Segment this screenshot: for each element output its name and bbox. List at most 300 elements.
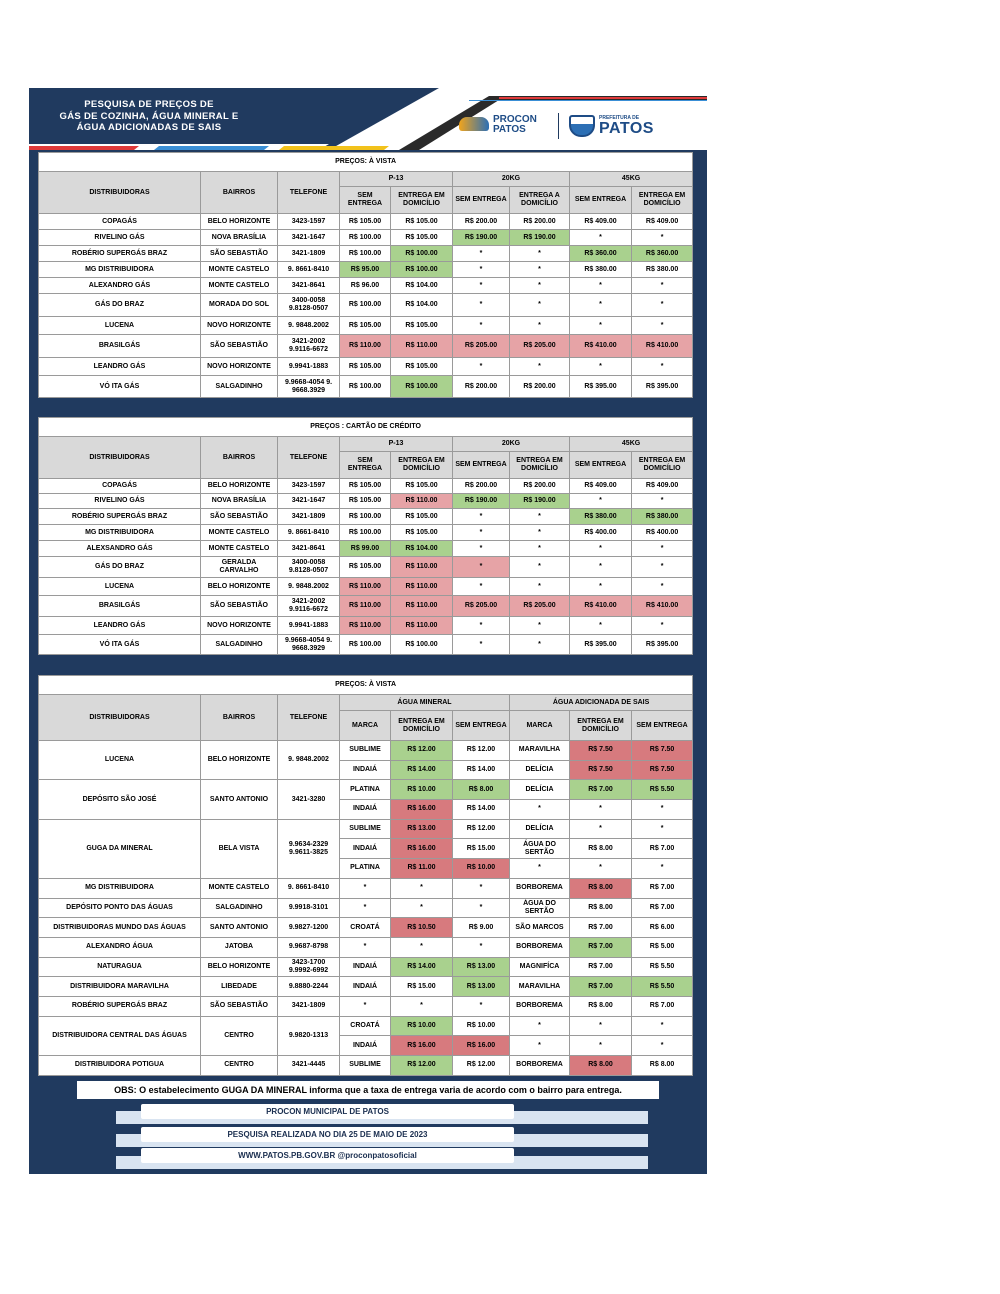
price-cell: * [632,317,693,335]
price-cell: R$ 200.00 [510,376,570,398]
distributor-name: MG DISTRIBUIDORA [39,878,201,898]
price-cell: R$ 7.50 [570,760,632,780]
price-cell: R$ 9.00 [453,918,510,938]
price-cell: R$ 7.00 [570,957,632,977]
sub-header: ENTREGA EM DOMICÍLIO [632,187,693,214]
neighborhood: GERALDA CARVALHO [201,557,278,578]
price-cell: R$ 5.50 [632,780,693,800]
phone: 3421-8641 [278,278,340,294]
price-cell: R$ 200.00 [510,214,570,230]
sub-header: ENTREGA A DOMICÍLIO [510,187,570,214]
neighborhood: MONTE CASTELO [201,278,278,294]
sub-header: SEM ENTREGA [570,187,632,214]
price-cell: * [632,358,693,376]
price-cell: R$ 96.00 [340,278,391,294]
phone: 9.8880-2244 [278,977,340,997]
distributor-name: LUCENA [39,741,201,780]
table-row [39,494,693,509]
table-row [39,376,693,398]
price-cell: * [453,278,510,294]
price-cell: * [570,541,632,557]
price-cell: R$ 100.00 [391,635,453,655]
table-title: PREÇOS: À VISTA [39,153,693,172]
neighborhood: BELO HORIZONTE [201,578,278,596]
price-cell: R$ 8.00 [570,878,632,898]
sub-header: SEM ENTREGA [340,452,391,479]
sub-header: SEM ENTREGA [340,187,391,214]
price-cell: R$ 14.00 [453,760,510,780]
price-cell: R$ 105.00 [391,509,453,525]
price-cell: * [453,996,510,1016]
brand-cell: MARAVILHA [510,977,570,997]
col-header-distribuidoras: DISTRIBUIDORAS [39,437,201,479]
distributor-name: ALEXANDRO GÁS [39,278,201,294]
neighborhood: NOVA BRASÍLIA [201,494,278,509]
price-cell: R$ 380.00 [632,509,693,525]
price-cell: R$ 395.00 [570,635,632,655]
phone: 3400-0058 9.8128-0507 [278,294,340,317]
price-cell: R$ 100.00 [340,230,391,246]
phone: 9.9941-1883 [278,617,340,635]
price-cell: * [453,262,510,278]
price-cell: R$ 200.00 [453,214,510,230]
table-row [39,918,693,938]
price-board [29,88,707,1174]
table-title: PREÇOS: À VISTA [39,676,693,695]
table-row [39,317,693,335]
price-cell: R$ 395.00 [632,635,693,655]
price-cell: R$ 105.00 [340,358,391,376]
price-cell: * [632,1036,693,1056]
price-cell: R$ 15.00 [391,977,453,997]
price-cell: * [453,294,510,317]
distributor-name: ROBÉRIO SUPERGÁS BRAZ [39,996,201,1016]
brand-cell: PLATINA [340,859,391,879]
price-cell: R$ 105.00 [391,358,453,376]
table-row [39,898,693,918]
neighborhood: MONTE CASTELO [201,525,278,541]
price-cell: R$ 100.00 [340,525,391,541]
price-cell: R$ 7.00 [632,898,693,918]
neighborhood: SÃO SEBASTIÃO [201,246,278,262]
col-header-bairros: BAIRROS [201,172,278,214]
price-cell: R$ 5.50 [632,977,693,997]
price-cell: R$ 100.00 [391,262,453,278]
table-row [39,596,693,617]
phone: 3423-1700 9.9992-6992 [278,957,340,977]
price-cell: * [453,246,510,262]
price-cell: R$ 410.00 [570,596,632,617]
price-cell: R$ 205.00 [453,335,510,358]
group-header: 20KG [453,437,570,452]
neighborhood: SALGADINHO [201,635,278,655]
brand-cell: DELÍCIA [510,780,570,800]
price-cell: R$ 7.00 [570,937,632,957]
price-cell: R$ 105.00 [340,214,391,230]
brand-cell: * [510,1036,570,1056]
price-cell: * [453,635,510,655]
price-cell: R$ 8.00 [570,898,632,918]
handshake-icon [459,117,489,131]
price-cell: R$ 100.00 [391,246,453,262]
price-cell: R$ 7.00 [632,878,693,898]
neighborhood: MONTE CASTELO [201,878,278,898]
title-line: ÁGUA ADICIONADAS DE SAIS [76,122,222,133]
price-cell: R$ 7.50 [632,760,693,780]
price-cell: * [632,230,693,246]
distributor-name: DISTRIBUIDORA MARAVILHA [39,977,201,997]
phone: 3421-8641 [278,541,340,557]
sub-header: MARCA [340,711,391,741]
price-cell: R$ 6.00 [632,918,693,938]
price-cell: R$ 360.00 [570,246,632,262]
neighborhood: SÃO SEBASTIÃO [201,596,278,617]
neighborhood: NOVO HORIZONTE [201,358,278,376]
price-cell: R$ 110.00 [391,494,453,509]
price-cell: R$ 190.00 [453,230,510,246]
brand-cell: INDAIÁ [340,760,391,780]
phone: 9.9941-1883 [278,358,340,376]
price-cell: R$ 10.00 [453,1016,510,1036]
group-header: P-13 [340,172,453,187]
price-cell: R$ 8.00 [570,996,632,1016]
price-cell: R$ 105.00 [391,525,453,541]
neighborhood: BELO HORIZONTE [201,741,278,780]
price-cell: R$ 409.00 [570,479,632,494]
table-row [39,819,693,839]
table-row [39,617,693,635]
price-cell: R$ 8.00 [570,1056,632,1076]
price-cell: * [632,278,693,294]
neighborhood: MONTE CASTELO [201,262,278,278]
brand-cell: SUBLIME [340,819,391,839]
price-cell: R$ 5.00 [632,937,693,957]
price-cell: * [570,859,632,879]
prefeitura-label: PREFEITURA DE [599,115,640,121]
price-cell: R$ 395.00 [570,376,632,398]
brand-cell: BORBOREMA [510,996,570,1016]
brand-cell: * [510,859,570,879]
neighborhood: NOVO HORIZONTE [201,317,278,335]
neighborhood: MONTE CASTELO [201,541,278,557]
group-header: 20KG [453,172,570,187]
table-row [39,335,693,358]
distributor-name: BRASILGÁS [39,596,201,617]
price-cell: R$ 10.00 [453,859,510,879]
price-cell: * [632,578,693,596]
neighborhood: SANTO ANTONIO [201,918,278,938]
phone: 9.9634-2329 9.9611-3825 [278,819,340,878]
col-header-telefone: TELEFONE [278,172,340,214]
price-cell: * [391,996,453,1016]
table-row [39,741,693,761]
prefeitura-city: PATOS [599,120,654,137]
price-cell: * [510,246,570,262]
phone: 9.9918-3101 [278,898,340,918]
neighborhood: NOVA BRASÍLIA [201,230,278,246]
price-cell: R$ 8.00 [632,1056,693,1076]
price-cell: * [570,294,632,317]
brand-cell: BORBOREMA [510,878,570,898]
table-row [39,541,693,557]
price-cell: R$ 409.00 [632,479,693,494]
sub-header: SEM ENTREGA [453,187,510,214]
distributor-name: COPAGÁS [39,214,201,230]
price-cell: * [632,617,693,635]
price-cell: R$ 410.00 [570,335,632,358]
price-cell: * [453,898,510,918]
table-row [39,557,693,578]
distributor-name: DEPÓSITO PONTO DAS ÁGUAS [39,898,201,918]
neighborhood: CENTRO [201,1056,278,1076]
observation-note: OBS: O estabelecimento GUGA DA MINERAL informa que a taxa de entrega varia de acordo com o bairro para entrega. [77,1081,659,1099]
price-cell: R$ 190.00 [510,230,570,246]
brand-cell: ÁGUA DO SERTÃO [510,898,570,918]
brand-cell: ÁGUA DO SERTÃO [510,839,570,859]
price-cell: R$ 12.00 [391,1056,453,1076]
price-cell: R$ 380.00 [570,262,632,278]
price-cell: * [570,230,632,246]
price-cell: R$ 14.00 [453,800,510,820]
procon-logo-text: PROCON PATOS [493,114,537,135]
gas-credit-price-table [38,417,693,655]
price-cell: R$ 104.00 [391,278,453,294]
price-cell: R$ 409.00 [570,214,632,230]
brand-cell: DELÍCIA [510,760,570,780]
price-cell: R$ 110.00 [391,335,453,358]
price-cell: R$ 110.00 [340,335,391,358]
distributor-name: RIVELINO GÁS [39,230,201,246]
price-cell: * [453,509,510,525]
price-cell: R$ 7.00 [570,977,632,997]
group-header: ÁGUA ADICIONADA DE SAIS [510,695,693,711]
brand-cell: CROATÁ [340,1016,391,1036]
price-cell: R$ 409.00 [632,214,693,230]
footer-procon: PROCON MUNICIPAL DE PATOS [141,1104,514,1119]
brand-cell: INDAIÁ [340,1036,391,1056]
phone: 9. 9848.2002 [278,317,340,335]
price-cell: R$ 200.00 [510,479,570,494]
table-row [39,479,693,494]
price-cell: R$ 10.00 [391,1016,453,1036]
distributor-name: RIVELINO GÁS [39,494,201,509]
col-header-bairros: BAIRROS [201,437,278,479]
title-line: PESQUISA DE PREÇOS DE [84,99,214,110]
survey-title [51,99,247,134]
table-row [39,358,693,376]
brand-cell: * [340,898,391,918]
phone: 9.9820-1313 [278,1016,340,1055]
phone: 3421-3280 [278,780,340,819]
brand-cell: MAGNIFÍCA [510,957,570,977]
table-row [39,230,693,246]
group-header: 45KG [570,437,693,452]
neighborhood: LIBEDADE [201,977,278,997]
phone: 9. 9848.2002 [278,578,340,596]
distributor-name: LEANDRO GÁS [39,617,201,635]
table-row [39,937,693,957]
price-cell: R$ 105.00 [391,230,453,246]
price-cell: R$ 100.00 [340,294,391,317]
price-cell: * [570,1036,632,1056]
neighborhood: CENTRO [201,1016,278,1055]
price-cell: R$ 12.00 [391,741,453,761]
price-cell: R$ 99.00 [340,541,391,557]
neighborhood: SÃO SEBASTIÃO [201,996,278,1016]
price-cell: R$ 12.00 [453,819,510,839]
phone: 3421-1809 [278,246,340,262]
price-cell: R$ 100.00 [340,246,391,262]
price-cell: * [632,800,693,820]
crest-icon [569,115,595,137]
brand-cell: SÃO MARCOS [510,918,570,938]
price-cell: R$ 100.00 [391,376,453,398]
price-cell: * [453,358,510,376]
price-cell: R$ 7.50 [632,741,693,761]
distributor-name: DISTRIBUIDORAS MUNDO DAS ÁGUAS [39,918,201,938]
phone: 3421-1809 [278,996,340,1016]
table-row [39,1056,693,1076]
table-row [39,957,693,977]
distributor-name: VÓ ITA GÁS [39,635,201,655]
distributor-name: GÁS DO BRAZ [39,557,201,578]
phone: 9. 8661-8410 [278,878,340,898]
brand-cell: * [510,1016,570,1036]
price-cell: * [510,358,570,376]
distributor-name: VÓ ITA GÁS [39,376,201,398]
sub-header: ENTREGA EM DOMICÍLIO [510,452,570,479]
table-row [39,977,693,997]
price-cell: R$ 105.00 [340,317,391,335]
price-cell: * [632,494,693,509]
distributor-name: LUCENA [39,578,201,596]
price-cell: * [632,859,693,879]
table-row [39,578,693,596]
neighborhood: SALGADINHO [201,898,278,918]
price-cell: R$ 410.00 [632,596,693,617]
price-cell: * [510,262,570,278]
price-cell: R$ 100.00 [340,376,391,398]
price-cell: R$ 16.00 [453,1036,510,1056]
brand-cell: INDAIÁ [340,977,391,997]
sub-header: ENTREGA EM DOMICÍLIO [391,187,453,214]
price-cell: * [632,819,693,839]
price-cell: * [570,617,632,635]
price-cell: * [570,819,632,839]
sub-header: SEM ENTREGA [453,711,510,741]
brand-cell: * [340,937,391,957]
price-cell: R$ 12.00 [453,741,510,761]
price-cell: R$ 110.00 [391,578,453,596]
phone: 9.9687-8798 [278,937,340,957]
brand-cell: CROATÁ [340,918,391,938]
price-cell: * [570,358,632,376]
phone: 3421-2002 9.9116-6672 [278,596,340,617]
price-cell: R$ 380.00 [632,262,693,278]
group-header: ÁGUA MINERAL [340,695,510,711]
brand-cell: INDAIÁ [340,957,391,977]
price-cell: R$ 110.00 [340,617,391,635]
price-cell: R$ 7.00 [632,839,693,859]
phone: 3423-1597 [278,479,340,494]
price-cell: R$ 205.00 [510,335,570,358]
price-cell: * [510,509,570,525]
sub-header: ENTREGA EM DOMICÍLIO [391,452,453,479]
price-cell: R$ 110.00 [391,596,453,617]
price-cell: * [510,617,570,635]
phone: 9. 8661-8410 [278,525,340,541]
distributor-name: GÁS DO BRAZ [39,294,201,317]
distributor-name: MG DISTRIBUIDORA [39,525,201,541]
price-cell: R$ 95.00 [340,262,391,278]
price-cell: * [570,278,632,294]
col-header-distribuidoras: DISTRIBUIDORAS [39,172,201,214]
distributor-name: ROBÉRIO SUPERGÁS BRAZ [39,509,201,525]
distributor-name: ALEXSANDRO GÁS [39,541,201,557]
price-cell: * [510,635,570,655]
neighborhood: JATOBA [201,937,278,957]
distributor-name: BRASILGÁS [39,335,201,358]
phone: 3421-1809 [278,509,340,525]
price-cell: * [510,278,570,294]
price-cell: R$ 10.50 [391,918,453,938]
price-cell: R$ 105.00 [391,479,453,494]
price-cell: * [453,557,510,578]
distributor-name: LUCENA [39,317,201,335]
price-cell: R$ 16.00 [391,800,453,820]
price-cell: * [510,557,570,578]
price-cell: R$ 105.00 [340,557,391,578]
price-cell: R$ 7.00 [570,918,632,938]
neighborhood: NOVO HORIZONTE [201,617,278,635]
price-cell: R$ 7.00 [570,780,632,800]
price-cell: R$ 13.00 [453,977,510,997]
col-header-telefone: TELEFONE [278,437,340,479]
price-cell: R$ 12.00 [453,1056,510,1076]
brand-cell: BORBOREMA [510,937,570,957]
brand-cell: INDAIÁ [340,800,391,820]
price-cell: * [632,541,693,557]
neighborhood: BELA VISTA [201,819,278,878]
table-row [39,1016,693,1036]
price-cell: R$ 13.00 [391,819,453,839]
neighborhood: BELO HORIZONTE [201,479,278,494]
price-cell: * [391,898,453,918]
price-cell: R$ 105.00 [340,494,391,509]
gas-cash-price-table [38,152,693,398]
sub-header: SEM ENTREGA [570,452,632,479]
sub-header: SEM ENTREGA [453,452,510,479]
neighborhood: MORADA DO SOL [201,294,278,317]
price-cell: * [570,317,632,335]
distributor-name: DISTRIBUIDORA CENTRAL DAS ÁGUAS [39,1016,201,1055]
price-cell: R$ 104.00 [391,541,453,557]
price-cell: R$ 380.00 [570,509,632,525]
brand-cell: SUBLIME [340,741,391,761]
price-cell: * [632,294,693,317]
table-row [39,246,693,262]
footer-date: PESQUISA REALIZADA NO DIA 25 DE MAIO DE 2023 [141,1127,514,1142]
water-price-table [38,675,693,1076]
price-cell: * [570,1016,632,1036]
price-cell: R$ 360.00 [632,246,693,262]
neighborhood: SÃO SEBASTIÃO [201,335,278,358]
price-cell: R$ 190.00 [453,494,510,509]
price-cell: * [453,878,510,898]
phone: 3400-0058 9.8128-0507 [278,557,340,578]
col-header-distribuidoras: DISTRIBUIDORAS [39,695,201,741]
col-header-telefone: TELEFONE [278,695,340,741]
